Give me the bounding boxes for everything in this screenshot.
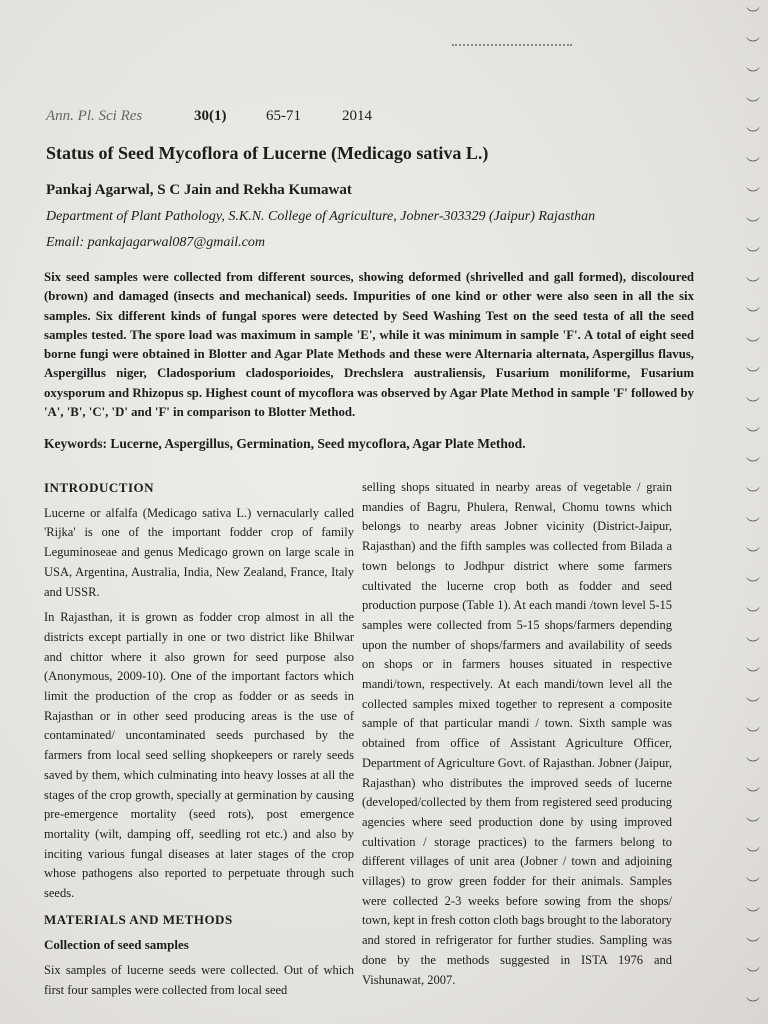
introduction-paragraph-1: Lucerne or alfalfa (Medicago sativa L.) vernacularly called 'Rijka' is one of the important fodder crop of family Leguminoseae and genus Medicago grown on large scale in USA, Argentina, Australia, India, New Zealand, France, Italy and USSR.: [44, 505, 354, 599]
keywords: Keywords: Lucerne, Aspergillus, Germination, Seed mycoflora, Agar Plate Method.: [44, 436, 526, 451]
methods-heading: MATERIALS AND METHODS: [44, 911, 233, 927]
left-column: [44, 478, 354, 1007]
scan-artifact-dots: [452, 44, 572, 50]
article-title: Status of Seed Mycoflora of Lucerne (Medicago sativa L.): [46, 143, 489, 163]
right-column: [362, 478, 672, 996]
introduction-heading: INTRODUCTION: [44, 480, 155, 495]
abstract: Six seed samples were collected from different sources, showing deformed (shrivelled and gall formed), discoloured (brown) and damaged (insects and mechanical) seeds. Impurities of one kind or other were also seen in all the six samples. Six different kinds of fungal spores were detected by Seed Washing Test on the seed testa of all the seed samples tested. The spore load was maximum in sample 'E', while it was minimum in sample 'F'. A total of eight seed borne fungi were obtained in Blotter and Agar Plate Methods and these were Alternaria alternata, Aspergillus flavus, Aspergillus niger, Cladosporium cladosporioides, Drechslera australiensis, Fusarium moniliforme, Fusarium oxysporum and Rhizopus sp. Highest count of mycoflora was observed by Agar Plate Method in sample 'F' followed by 'A', 'B', 'C', 'D' and 'F' in comparison to Blotter Method.: [44, 270, 694, 420]
binding-edge-marks: ︶ ︶ ︶ ︶ ︶ ︶ ︶ ︶ ︶ ︶ ︶ ︶ ︶ ︶ ︶ ︶ ︶ ︶ ︶ ︶ ︶ ︶ ︶ ︶ ︶ ︶ ︶ ︶ ︶ ︶ ︶ ︶ ︶ ︶: [746, 7, 760, 1013]
article-affiliation: Department of Plant Pathology, S.K.N. College of Agriculture, Jobner-303329 (Jaipur) Rajasthan: [46, 209, 596, 224]
collection-paragraph: selling shops situated in nearby areas of vegetable / grain mandies of Bagru, Phulera, Renwal, Chomu towns which belongs to nearby areas Jobner vicinity (District-Jaipur, Rajasthan) and the fifth samples was collected from Bilada a town belongs to Jodhpur district where some farmers cultivated the lucerne crop both as fodder and seed production purpose (Table 1). At each mandi /town level 5-15 samples were collected from 5-15 shops/farmers depending upon the number of shops/farmers and availability of seeds on shops or in farmers houses situated in respective mandi/town, respectively. At each mandi/town level all the collected samples mixed together to represent a composite sample of that particular mandi / town. Sixth sample was obtained from office of Assistant Agriculture Officer, Department of Agriculture Govt. of Rajasthan. Jobner (Jaipur, Rajasthan) who distributes the improved seeds of lucerne (developed/collected by them from registered seed producing agencies where seed production done by using improved cultivation / storage practices) to the farmers belong to different villages of unit area (Jobner / town and adjoining villages) to grow green fodder for their animals. Samples were collected 2-3 weeks before sowing from the shops/ town, kept in fresh cotton cloth bags brought to the laboratory and stored in refrigerator for further studies. Sampling was done by the methods suggested in ISTA 1976 and Vishunawat, 2007.: [362, 480, 673, 987]
journal-volume: 30(1): [194, 108, 227, 124]
introduction-paragraph-2: In Rajasthan, it is grown as fodder crop almost in all the districts except partially in one or two district like Bhilwar and chittor where it also grown for seed purpose also (Anonymous, 2009-10). One of the important factors which limit the production of the crop as fodder or as seeds in Rajasthan or in other seed producing areas is the use of contaminated/ uncontaminated seeds purchased by the farmers from local seed selling shopkeepers or rarely seeds saved by them, which culminating into heavy losses at all the stages of the crop growth, specially at germination by causing pre-emergence mortality (seed rots), post emergence mortality (wilt, damping off, seedling rot etc.) and also by inciting various fungal diseases at later stages of the crop whose pathogens also reported to perpetuate through such seeds.: [44, 610, 354, 901]
article-email: Email: pankajagarwal087@gmail.com: [46, 235, 265, 250]
journal-citation-line: [46, 108, 372, 125]
article-authors: Pankaj Agarwal, S C Jain and Rekha Kumawat: [46, 182, 352, 198]
methods-paragraph-1: Six samples of lucerne seeds were collected. Out of which first four samples were collected from local seed: [44, 963, 354, 997]
journal-year: 2014: [342, 108, 372, 124]
journal-name: Ann. Pl. Sci Res: [46, 108, 143, 124]
collection-subheading: Collection of seed samples: [44, 937, 189, 953]
journal-pages: 65-71: [266, 108, 301, 124]
